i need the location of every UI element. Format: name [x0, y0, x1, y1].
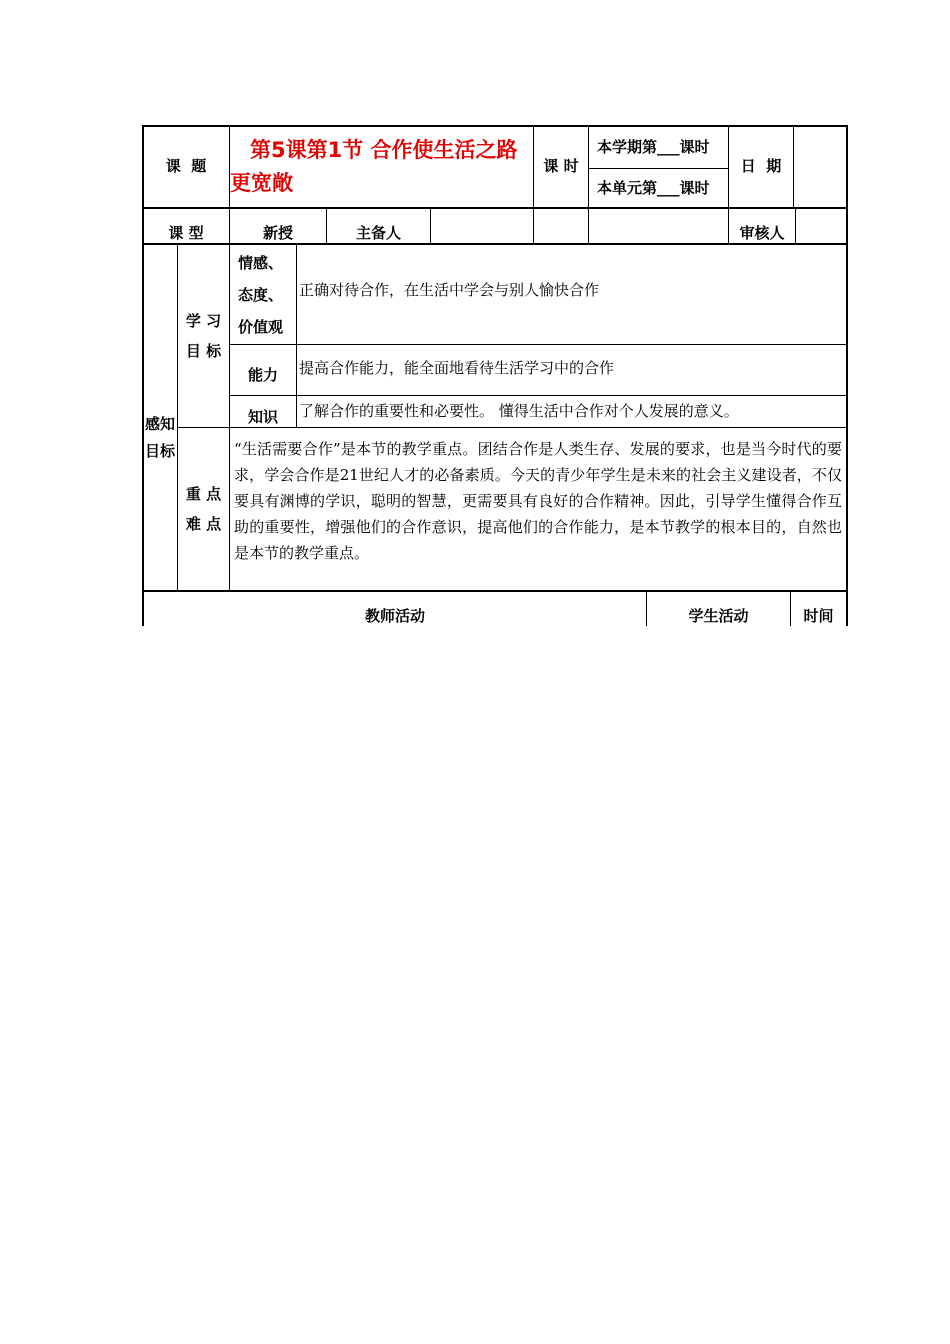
period-label	[534, 126, 588, 207]
key-points-label	[178, 428, 229, 590]
knowledge-label-text: 知识	[247, 408, 278, 427]
student-activity-header	[647, 592, 790, 626]
lesson-title: 第5课第1节 合作使生活之路更宽敞	[230, 137, 518, 195]
emotion-text: 正确对待合作，在生活中学会与别人愉快合作	[299, 281, 600, 300]
time-header	[791, 592, 846, 626]
emotion-content	[297, 245, 846, 344]
type-value-text: 新授	[262, 223, 293, 242]
key-points-line2: 难 点	[185, 515, 222, 533]
ability-label	[230, 345, 296, 395]
semester-period-text: 本学期第___课时	[597, 137, 710, 156]
unit-period-text: 本单元第___课时	[597, 178, 710, 197]
knowledge-content	[297, 396, 846, 427]
key-points-line1: 重 点	[185, 485, 222, 503]
empty-cell	[534, 209, 588, 243]
emotion-label-line3: 价值观	[238, 317, 284, 336]
time-text: 时间	[803, 606, 834, 625]
study-goals-line1: 学 习	[185, 311, 222, 330]
type-label-text: 课 型	[168, 223, 204, 242]
type-label	[143, 209, 229, 243]
ability-label-text: 能力	[247, 365, 278, 384]
student-activity-text: 学生活动	[688, 606, 749, 625]
date-label-text: 日 期	[740, 157, 782, 176]
reviewer-value	[796, 209, 846, 243]
study-goals-label	[178, 245, 229, 427]
emotion-label	[230, 245, 296, 344]
emotion-label-line1: 情感、	[238, 253, 284, 272]
preparer-value	[431, 209, 533, 243]
date-value	[794, 126, 846, 207]
knowledge-text: 了解合作的重要性和必要性。 懂得生活中合作对个人发展的意义。	[299, 402, 739, 421]
semester-period	[589, 126, 728, 168]
key-points-text: “生活需要合作”是本节的教学重点。团结合作是人类生存、发展的要求，也是当今时代的要求，学会合作是21世纪人才的必备素质。今天的青少年学生是未来的社会主义建设者，不仅要具有渊博的学识，聪明的智慧，更需要具有良好的合作精神。因此，引导学生懂得合作互助的重要性，增强他们的合作意识，提高他们的合作能力，是本节教学的根本目的，自然也是本节的教学重点。	[234, 440, 842, 562]
knowledge-label	[230, 396, 296, 427]
reviewer-label-text: 审核人	[739, 223, 785, 242]
section-label-line2: 目标	[144, 441, 175, 460]
teacher-activity-text: 教师活动	[364, 606, 425, 625]
key-points-content	[230, 428, 846, 590]
type-value	[230, 209, 326, 243]
topic-label	[143, 126, 229, 207]
teacher-activity-header	[144, 592, 646, 626]
emotion-label-line2: 态度、	[238, 285, 284, 304]
date-label	[729, 126, 793, 207]
reviewer-label	[729, 209, 795, 243]
empty-cell	[589, 209, 728, 243]
unit-period	[589, 169, 728, 207]
topic-title-cell	[230, 126, 533, 207]
ability-content	[297, 345, 846, 395]
preparer-label	[327, 209, 430, 243]
table-border-right	[846, 125, 848, 626]
preparer-label-text: 主备人	[355, 223, 401, 242]
study-goals-line2: 目 标	[185, 342, 222, 360]
ability-text: 提高合作能力，能全面地看待生活学习中的合作	[299, 358, 615, 377]
section-label-perception-goals	[143, 245, 177, 590]
section-label-line1: 感知	[144, 415, 175, 434]
period-label-text: 课 时	[543, 157, 579, 176]
topic-label-text: 课 题	[165, 157, 207, 176]
